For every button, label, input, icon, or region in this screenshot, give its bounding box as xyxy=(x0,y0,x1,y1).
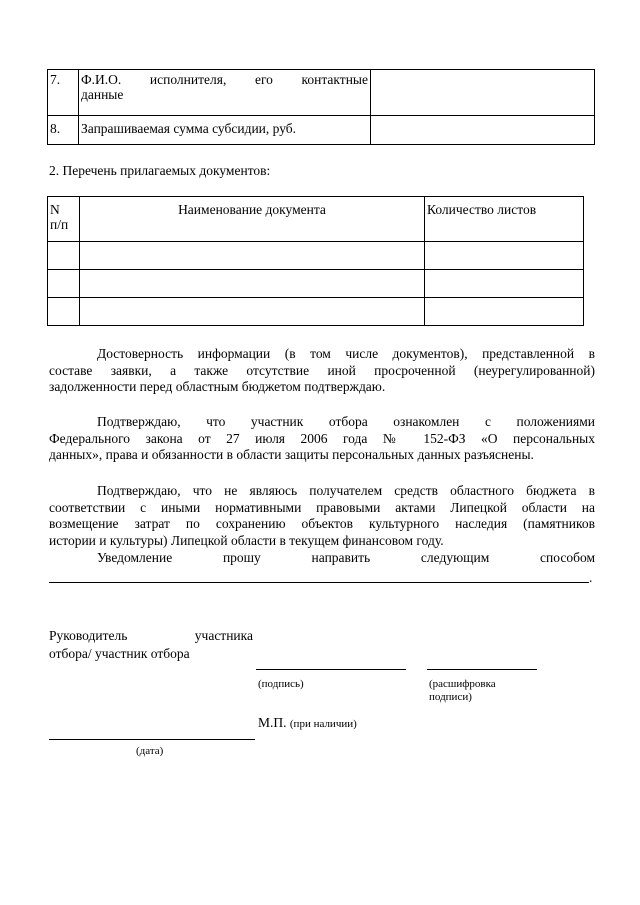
row-number: 7. xyxy=(48,70,79,116)
table-header-row xyxy=(48,197,584,242)
notice-paragraph xyxy=(49,550,595,567)
table-row xyxy=(48,242,584,270)
date-line[interactable] xyxy=(49,739,255,740)
signer-title-word: Руководитель xyxy=(49,628,128,643)
paragraph-line: данных», права и обязанности в области защиты персональных данных разъяснены. xyxy=(49,447,534,462)
paragraph-line: истории и культуры) Липецкой области в текущем финансовом году. xyxy=(49,532,444,548)
paragraph-line: возмещение затрат по сохранению объектов культурного наследия (памятников xyxy=(49,516,595,531)
header-num-line: N xyxy=(50,202,60,217)
documents-table xyxy=(47,196,584,326)
cell-count[interactable] xyxy=(425,270,584,298)
paragraph-line: Достоверность информации (в том числе документов), представленной в xyxy=(97,346,595,361)
signer-title-word: участника xyxy=(194,628,253,643)
header-count: Количество листов xyxy=(425,197,584,242)
applicant-info-table xyxy=(47,69,595,145)
cell-name[interactable] xyxy=(80,242,425,270)
table-row xyxy=(48,116,595,145)
stamp-mark: М.П. xyxy=(258,715,287,730)
row-number: 8. xyxy=(48,116,79,145)
paragraph-line: составе заявки, а также отсутствие иной просроченной (неурегулированной) xyxy=(49,362,595,378)
header-num-line: п/п xyxy=(50,217,69,232)
table-row xyxy=(48,298,584,326)
signature-decode-line[interactable] xyxy=(427,669,537,670)
signer-title-line2: отбора/ участник отбора xyxy=(49,646,190,661)
paragraph-line: Федерального закона от 27 июля 2006 года № 152-ФЗ «О персональных xyxy=(49,430,595,446)
paragraph-line: Подтверждаю, что участник отбора ознакомлен с положениями xyxy=(97,414,595,429)
row-label-line: данные xyxy=(81,87,124,102)
signature-caption: (подпись) xyxy=(258,678,304,690)
caption-line: подписи) xyxy=(429,691,472,703)
cell-count[interactable] xyxy=(425,242,584,270)
paragraph-line: задолженности перед областным бюджетом подтверждаю. xyxy=(49,379,386,394)
date-caption: (дата) xyxy=(136,745,164,757)
cell-num[interactable] xyxy=(48,298,80,326)
cell-name[interactable] xyxy=(80,298,425,326)
notice-text: Уведомление прошу направить следующим способом xyxy=(97,550,595,565)
row-value-cell[interactable] xyxy=(371,70,595,116)
header-name: Наименование документа xyxy=(80,197,425,242)
notice-line-end: . xyxy=(589,570,593,585)
row-label-line: Запрашиваемая сумма субсидии, руб. xyxy=(81,121,297,136)
cell-num[interactable] xyxy=(48,242,80,270)
stamp-note: (при наличии) xyxy=(289,718,357,730)
table-row xyxy=(48,270,584,298)
signer-title-line1 xyxy=(49,628,253,644)
signature-decode-caption xyxy=(429,678,496,704)
row-label xyxy=(79,116,371,145)
table-row xyxy=(48,70,595,116)
caption-line: (расшифровка xyxy=(429,678,496,690)
section-title: 2. Перечень прилагаемых документов: xyxy=(49,163,271,178)
cell-count[interactable] xyxy=(425,298,584,326)
row-label xyxy=(79,70,371,116)
paragraph-line: соответствии с иными нормативными правовыми актами Липецкой области на xyxy=(49,499,595,515)
cell-name[interactable] xyxy=(80,270,425,298)
paragraph-not-recipient xyxy=(49,483,595,549)
cell-num[interactable] xyxy=(48,270,80,298)
notice-method-line[interactable] xyxy=(49,582,589,583)
header-num xyxy=(48,197,80,242)
row-value-cell[interactable] xyxy=(371,116,595,145)
paragraph-line: Подтверждаю, что не являюсь получателем средств областного бюджета в xyxy=(97,483,595,498)
row-label-line: Ф.И.О. исполнителя, его контактные xyxy=(81,72,368,87)
signature-line[interactable] xyxy=(256,669,406,670)
paragraph-reliability xyxy=(49,346,595,396)
paragraph-personal-data xyxy=(49,414,595,464)
stamp-label xyxy=(258,715,357,731)
